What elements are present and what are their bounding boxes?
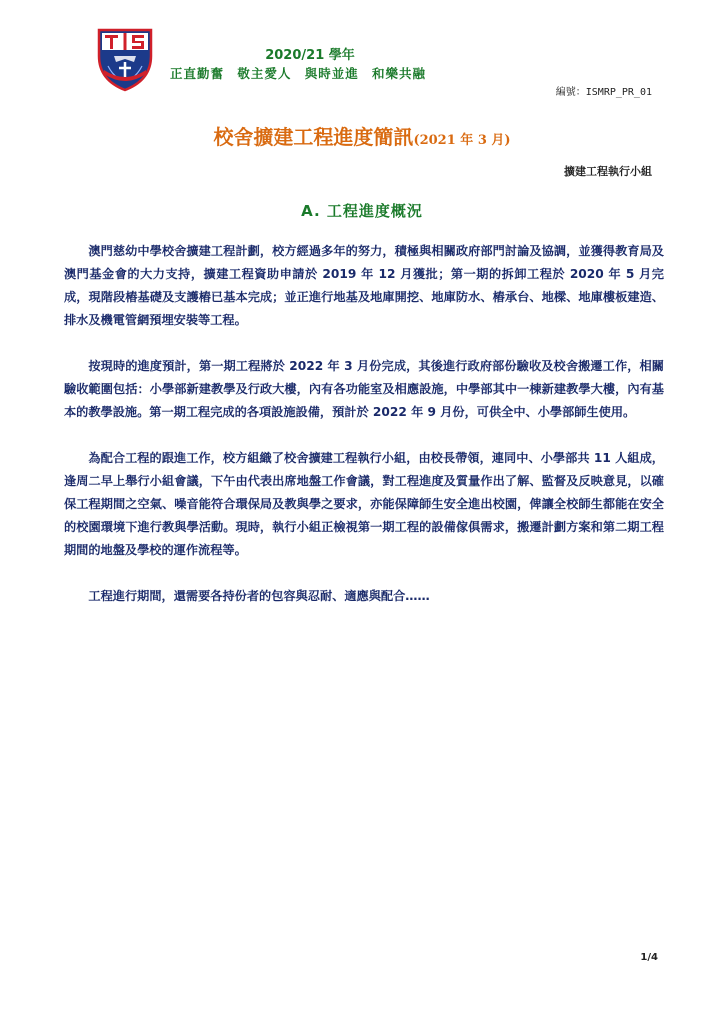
page-number: 1/4 — [640, 952, 658, 963]
school-motto: 正直勤奮 敬主愛人 與時並進 和樂共融 — [170, 66, 427, 81]
paragraph-3: 為配合工程的跟進工作，校方組織了校舍擴建工程執行小組，由校長帶領，連同中、小學部共 11 人組成，逢周二早上舉行小組會議，下午由代表出席地盤工作會議，對工程進度及質量作出了解、監督及反映意見，以確保工程期間之空氣、噪音能符合環保局及教與學之要求，亦能保障師生安全進出校園，俾讓全校師生都能在安全的校園環境下進行教與學活動。現時，執行小組正檢視第一期工程的設備傢俱需求，搬遷計劃方案和第二期工程期間的地盤及學校的運作流程等。 — [64, 451, 664, 557]
issuing-group: 擴建工程執行小組 — [564, 165, 652, 178]
document-body — [64, 240, 664, 608]
title-date: (2021 年 3 月) — [413, 133, 511, 148]
paragraph-4: 工程進行期間，還需要各持份者的包容與忍耐、適應與配合…… — [88, 589, 430, 603]
section-heading: A. 工程進度概況 — [301, 202, 423, 220]
title-main: 校舍擴建工程進度簡訊 — [213, 125, 414, 149]
paragraph-2: 按現時的進度預計，第一期工程將於 2022 年 3 月份完成，其後進行政府部份驗收及校舍搬遷工作，相關驗收範圍包括：小學部新建教學及行政大樓，內有各功能室及相應設施，中學部其中一棟新建教學大樓，內有基本的教學設施。第一期工程完成的各項設施設備，預計於 2022 年 9 月份，可供全中、小學部師生使用。 — [64, 359, 664, 419]
school-year: 2020/21 學年 — [265, 48, 355, 63]
paragraph-1: 澳門慈幼中學校舍擴建工程計劃，校方經過多年的努力，積極與相關政府部門討論及協調，並獲得教育局及澳門基金會的大力支持，擴建工程資助申請於 2019 年 12 月獲批；第一期的拆卸工程於 2020 年 5 月完成，現階段樁基礎及支護樁已基本完成；並正進行地基及地庫開挖、地庫防水、樁承台、地樑、地庫樓板建造、排水及機電管網預埋安裝等工程。 — [64, 244, 664, 327]
school-crest-logo — [94, 26, 156, 92]
document-code: 編號：ISMRP_PR_01 — [555, 87, 652, 98]
newsletter-title — [0, 121, 724, 150]
